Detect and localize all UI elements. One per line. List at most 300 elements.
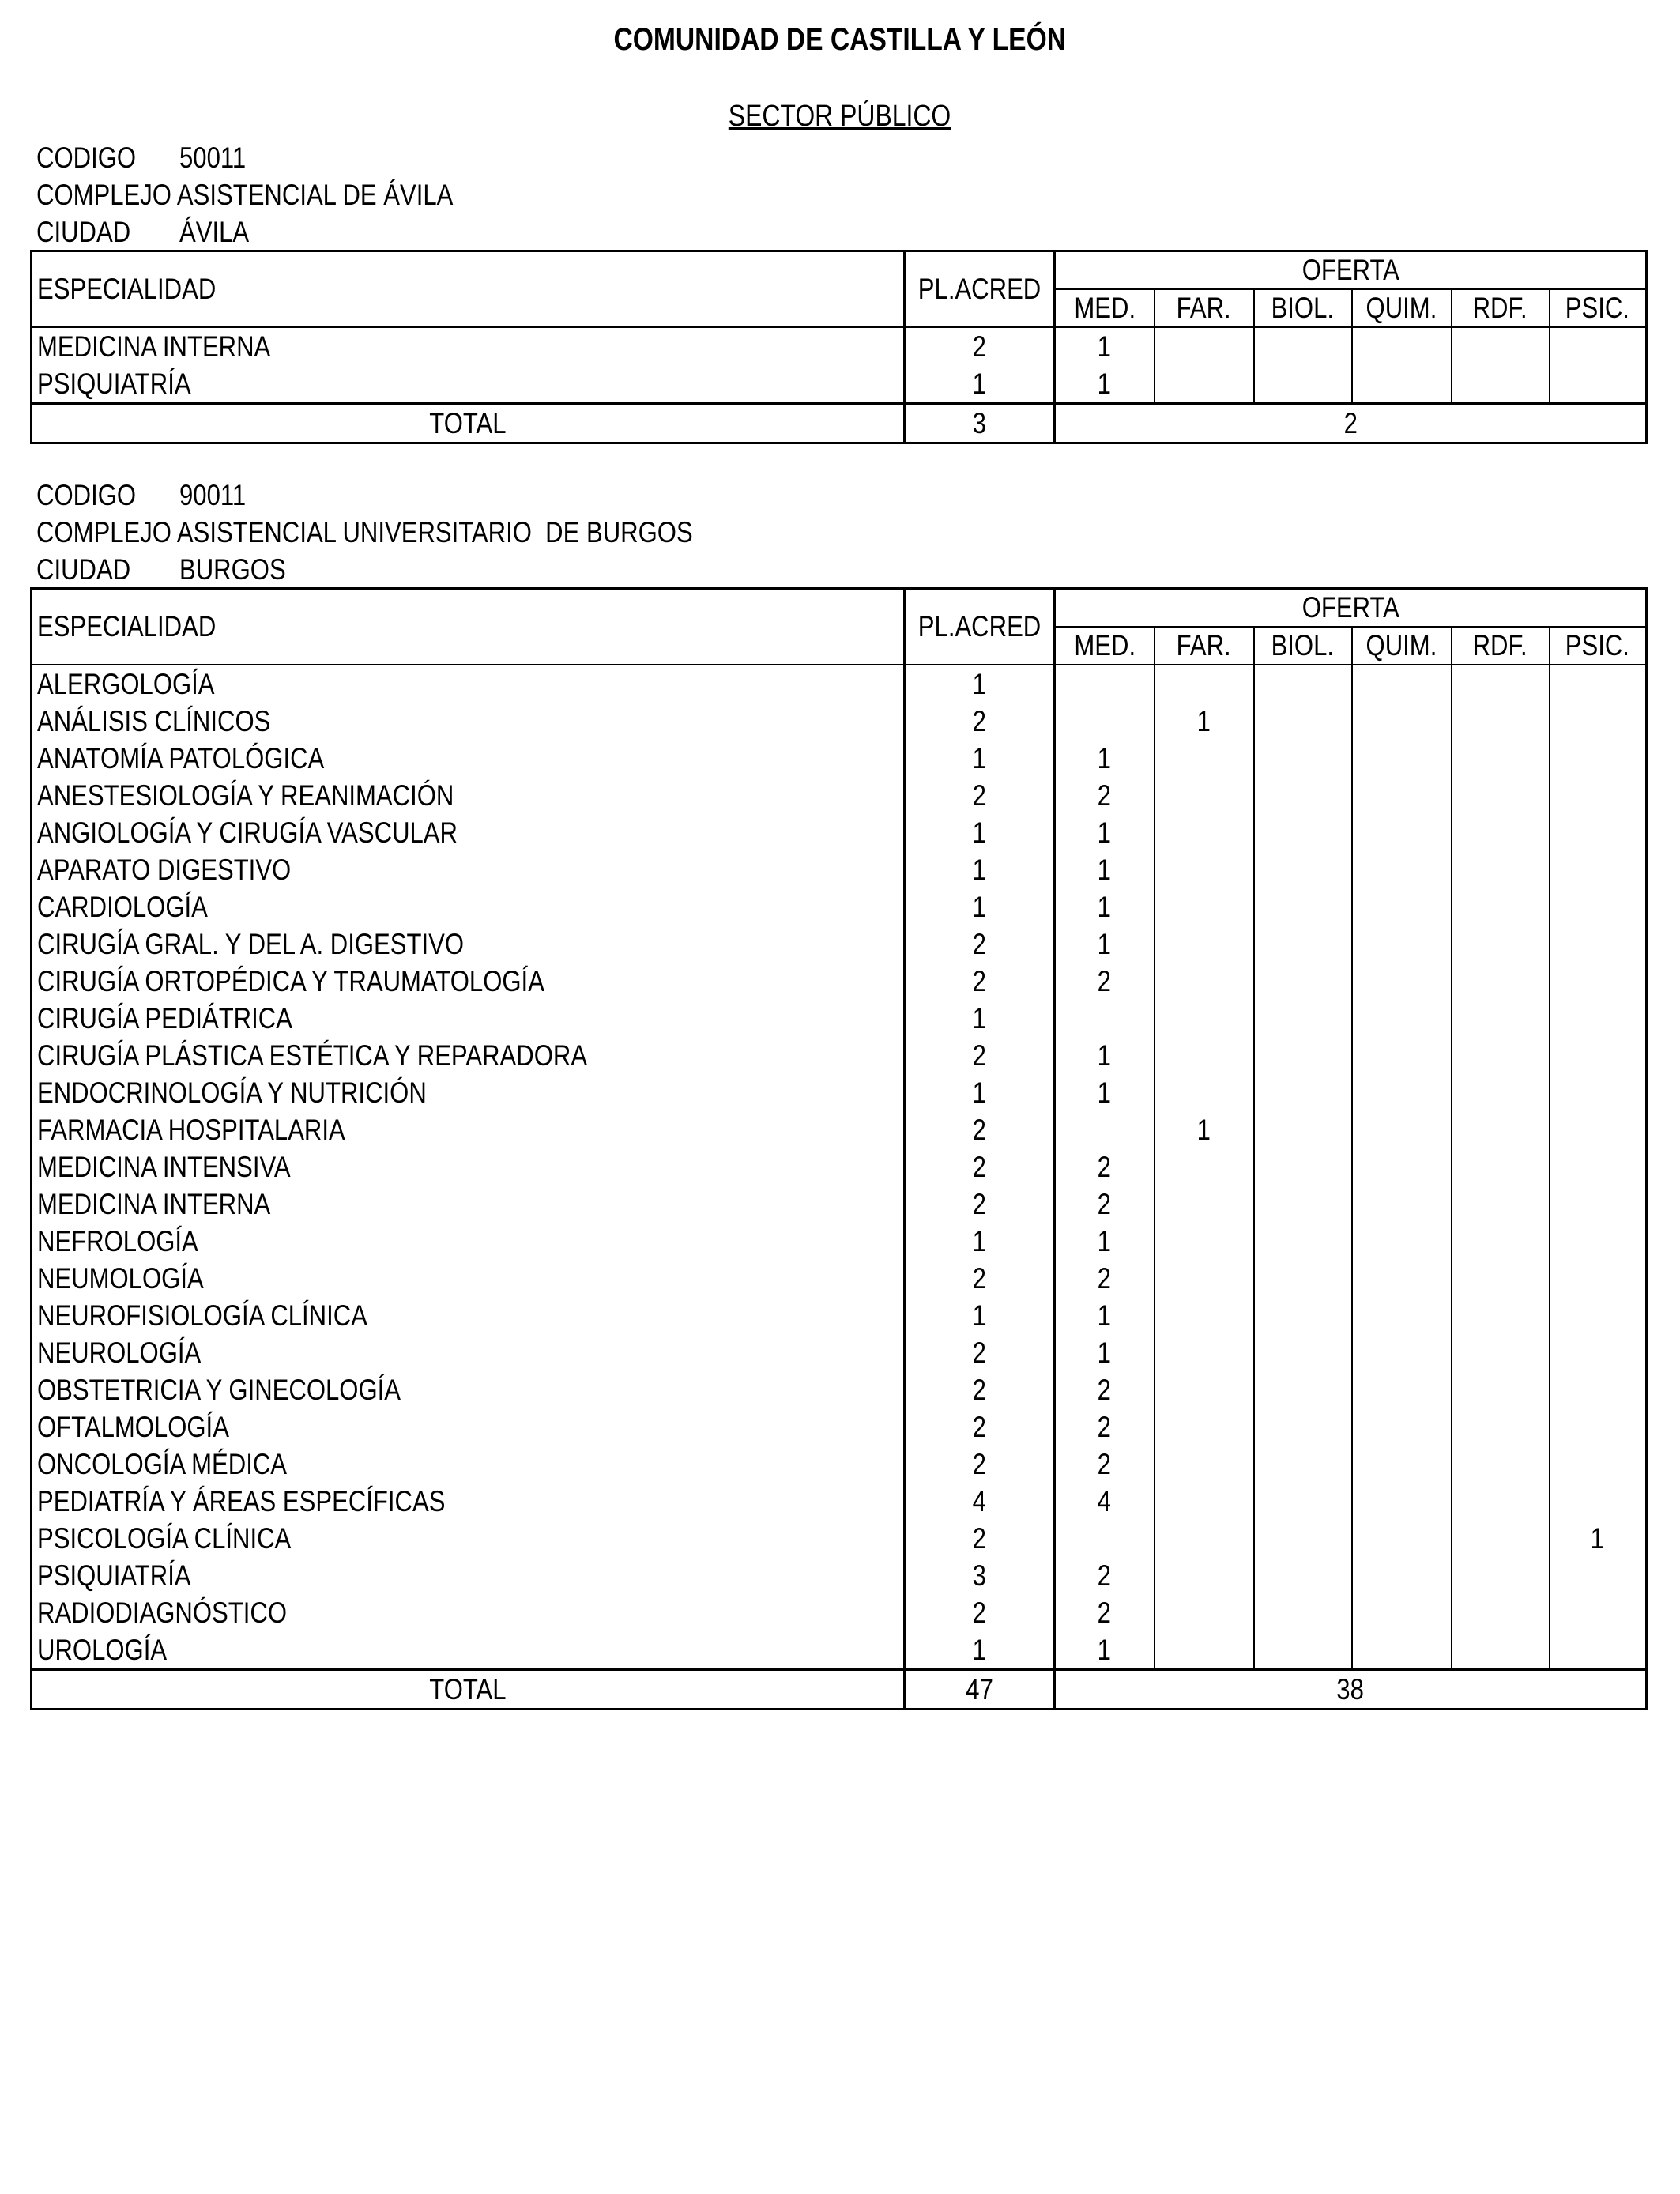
ciudad-label: CIUDAD [36,216,131,248]
cell-far [1155,851,1254,888]
cell-psic [1550,1631,1647,1670]
table-row [32,1148,1647,1186]
total-placred: 47 [905,1670,1055,1710]
cell-psic [1550,1037,1647,1074]
cell-far [1155,1000,1254,1037]
cell-quim [1352,1334,1452,1371]
cell-rdf [1452,1223,1550,1260]
center-name: COMPLEJO ASISTENCIAL UNIVERSITARIO DE BURGOS [36,516,693,548]
cell-quim [1352,1446,1452,1483]
table-row [32,1186,1647,1223]
cell-far [1155,1631,1254,1670]
table-row [32,1483,1647,1520]
cell-far [1155,814,1254,851]
cell-psic [1550,1148,1647,1186]
codigo-value: 90011 [179,479,247,511]
cell-rdf [1452,740,1550,777]
cell-biol [1254,1186,1352,1223]
table-row [32,888,1647,925]
ciudad-value: BURGOS [179,553,286,586]
cell-far [1155,327,1254,365]
table-row [32,1000,1647,1037]
cell-especialidad: CIRUGÍA ORTOPÉDICA Y TRAUMATOLOGÍA [32,963,905,1000]
cell-rdf [1452,1557,1550,1594]
cell-rdf [1452,888,1550,925]
table-row [32,963,1647,1000]
cell-placred: 2 [905,777,1055,814]
cell-med: 1 [1055,327,1155,365]
cell-quim [1352,1371,1452,1408]
cell-especialidad: ALERGOLOGÍA [32,665,905,703]
cell-rdf [1452,665,1550,703]
cell-biol [1254,1371,1352,1408]
cell-psic: 1 [1550,1520,1647,1557]
table-row [32,1334,1647,1371]
cell-psic [1550,327,1647,365]
table-row [32,1631,1647,1670]
cell-biol [1254,327,1352,365]
cell-med: 2 [1055,1148,1155,1186]
cell-placred: 1 [905,1074,1055,1111]
center-name-line [30,514,1650,551]
cell-rdf [1452,703,1550,740]
cell-placred: 1 [905,1297,1055,1334]
cell-especialidad: ENDOCRINOLOGÍA Y NUTRICIÓN [32,1074,905,1111]
cell-especialidad: ANGIOLOGÍA Y CIRUGÍA VASCULAR [32,814,905,851]
cell-psic [1550,1000,1647,1037]
codigo-label: CODIGO [36,479,137,511]
cell-med: 2 [1055,963,1155,1000]
cell-placred: 2 [905,925,1055,963]
cell-med: 2 [1055,1186,1155,1223]
cell-rdf [1452,814,1550,851]
header-especialidad: ESPECIALIDAD [32,251,905,328]
cell-rdf [1452,1483,1550,1520]
cell-placred: 1 [905,851,1055,888]
cell-rdf [1452,925,1550,963]
cell-especialidad: PSIQUIATRÍA [32,1557,905,1594]
cell-biol [1254,963,1352,1000]
cell-placred: 2 [905,327,1055,365]
table-row [32,1594,1647,1631]
cell-placred: 2 [905,963,1055,1000]
table-row [32,925,1647,963]
cell-psic [1550,1223,1647,1260]
cell-far [1155,1557,1254,1594]
cell-biol [1254,1631,1352,1670]
cell-quim [1352,1037,1452,1074]
cell-biol [1254,925,1352,963]
cell-biol [1254,703,1352,740]
cell-psic [1550,1483,1647,1520]
cell-especialidad: CIRUGÍA PEDIÁTRICA [32,1000,905,1037]
codigo-line [30,477,1650,514]
cell-med: 1 [1055,1037,1155,1074]
cell-psic [1550,1074,1647,1111]
cell-quim [1352,777,1452,814]
cell-placred: 1 [905,365,1055,404]
cell-especialidad: ONCOLOGÍA MÉDICA [32,1446,905,1483]
cell-far [1155,1186,1254,1223]
cell-rdf [1452,1334,1550,1371]
total-label: TOTAL [32,404,905,443]
cell-quim [1352,1111,1452,1148]
header-rdf: RDF. [1452,627,1550,665]
cell-biol [1254,814,1352,851]
center-info-burgos [30,477,1650,588]
header-med: MED. [1055,289,1155,327]
header-oferta: OFERTA [1055,589,1647,628]
total-row [32,1670,1647,1710]
cell-rdf [1452,1446,1550,1483]
cell-med: 2 [1055,777,1155,814]
total-row [32,404,1647,443]
cell-biol [1254,1446,1352,1483]
cell-quim [1352,925,1452,963]
header-med: MED. [1055,627,1155,665]
cell-biol [1254,1260,1352,1297]
cell-quim [1352,703,1452,740]
ciudad-value: ÁVILA [179,216,250,248]
cell-quim [1352,1594,1452,1631]
cell-especialidad: OFTALMOLOGÍA [32,1408,905,1446]
header-biol: BIOL. [1254,627,1352,665]
cell-especialidad: ANÁLISIS CLÍNICOS [32,703,905,740]
cell-quim [1352,327,1452,365]
specialty-table-avila [30,250,1648,444]
cell-rdf [1452,1074,1550,1111]
cell-med: 1 [1055,1631,1155,1670]
cell-placred: 1 [905,1000,1055,1037]
cell-psic [1550,1186,1647,1223]
cell-placred: 1 [905,888,1055,925]
cell-rdf [1452,777,1550,814]
cell-especialidad: MEDICINA INTERNA [32,1186,905,1223]
header-placred: PL.ACRED [905,251,1055,328]
cell-psic [1550,1446,1647,1483]
cell-rdf [1452,1520,1550,1557]
cell-especialidad: OBSTETRICIA Y GINECOLOGÍA [32,1371,905,1408]
cell-especialidad: ANESTESIOLOGÍA Y REANIMACIÓN [32,777,905,814]
cell-rdf [1452,1111,1550,1148]
cell-psic [1550,777,1647,814]
cell-rdf [1452,1594,1550,1631]
cell-quim [1352,1408,1452,1446]
cell-med: 2 [1055,1446,1155,1483]
table-row [32,1223,1647,1260]
header-placred: PL.ACRED [905,589,1055,665]
ciudad-line [30,551,1650,588]
cell-especialidad: MEDICINA INTENSIVA [32,1148,905,1186]
sector-heading-text: SECTOR PÚBLICO [729,100,951,133]
total-label: TOTAL [32,1670,905,1710]
cell-quim [1352,1483,1452,1520]
cell-rdf [1452,851,1550,888]
cell-biol [1254,365,1352,404]
cell-med [1055,703,1155,740]
cell-especialidad: PSIQUIATRÍA [32,365,905,404]
center-name-line [30,176,1650,213]
cell-rdf [1452,1631,1550,1670]
cell-med [1055,665,1155,703]
cell-rdf [1452,1000,1550,1037]
cell-rdf [1452,1408,1550,1446]
cell-rdf [1452,1260,1550,1297]
cell-med: 1 [1055,1223,1155,1260]
cell-placred: 2 [905,1111,1055,1148]
cell-psic [1550,1408,1647,1446]
cell-psic [1550,963,1647,1000]
cell-placred: 2 [905,1334,1055,1371]
cell-med: 1 [1055,365,1155,404]
header-oferta: OFERTA [1055,251,1647,290]
cell-quim [1352,1074,1452,1111]
cell-placred: 2 [905,1260,1055,1297]
cell-placred: 2 [905,1186,1055,1223]
cell-biol [1254,1037,1352,1074]
cell-psic [1550,703,1647,740]
cell-biol [1254,740,1352,777]
cell-far [1155,888,1254,925]
cell-psic [1550,740,1647,777]
cell-med [1055,1111,1155,1148]
cell-far: 1 [1155,703,1254,740]
cell-placred: 2 [905,1520,1055,1557]
cell-placred: 2 [905,1037,1055,1074]
total-placred: 3 [905,404,1055,443]
cell-biol [1254,888,1352,925]
cell-rdf [1452,1037,1550,1074]
cell-far [1155,1483,1254,1520]
cell-psic [1550,1557,1647,1594]
cell-far [1155,1037,1254,1074]
cell-med: 2 [1055,1594,1155,1631]
table-row [32,814,1647,851]
cell-far [1155,1260,1254,1297]
table-row [32,327,1647,365]
cell-biol [1254,1483,1352,1520]
cell-rdf [1452,1148,1550,1186]
cell-rdf [1452,963,1550,1000]
cell-especialidad: CARDIOLOGÍA [32,888,905,925]
cell-especialidad: APARATO DIGESTIVO [32,851,905,888]
cell-quim [1352,1297,1452,1334]
cell-far [1155,1408,1254,1446]
table-row [32,740,1647,777]
cell-far [1155,1520,1254,1557]
page-title-text: COMUNIDAD DE CASTILLA Y LEÓN [613,22,1067,57]
cell-psic [1550,851,1647,888]
cell-placred: 4 [905,1483,1055,1520]
cell-especialidad: RADIODIAGNÓSTICO [32,1594,905,1631]
table-body [32,665,1647,1670]
cell-psic [1550,925,1647,963]
center-name: COMPLEJO ASISTENCIAL DE ÁVILA [36,179,454,211]
codigo-label: CODIGO [36,141,137,174]
page-title [0,22,1680,58]
ciudad-label: CIUDAD [36,553,131,586]
cell-especialidad: PEDIATRÍA Y ÁREAS ESPECÍFICAS [32,1483,905,1520]
cell-especialidad: NEUMOLOGÍA [32,1260,905,1297]
cell-far: 1 [1155,1111,1254,1148]
cell-rdf [1452,1297,1550,1334]
header-quim: QUIM. [1352,627,1452,665]
table-row [32,365,1647,404]
table-row [32,851,1647,888]
cell-med: 1 [1055,1074,1155,1111]
cell-med: 1 [1055,1297,1155,1334]
table-row [32,1037,1647,1074]
header-rdf: RDF. [1452,289,1550,327]
table-row [32,1446,1647,1483]
cell-rdf [1452,365,1550,404]
header-especialidad: ESPECIALIDAD [32,589,905,665]
cell-placred: 1 [905,1223,1055,1260]
cell-far [1155,1148,1254,1186]
table-row [32,1297,1647,1334]
cell-placred: 2 [905,703,1055,740]
cell-biol [1254,851,1352,888]
total-oferta: 2 [1055,404,1647,443]
table-row [32,1520,1647,1557]
header-biol: BIOL. [1254,289,1352,327]
cell-rdf [1452,1371,1550,1408]
cell-med [1055,1000,1155,1037]
cell-far [1155,1446,1254,1483]
cell-placred: 1 [905,1631,1055,1670]
table-row [32,703,1647,740]
table-row [32,1074,1647,1111]
cell-especialidad: CIRUGÍA GRAL. Y DEL A. DIGESTIVO [32,925,905,963]
cell-far [1155,1334,1254,1371]
specialty-table-burgos [30,587,1648,1710]
cell-quim [1352,1000,1452,1037]
cell-med: 1 [1055,740,1155,777]
cell-far [1155,1074,1254,1111]
cell-far [1155,365,1254,404]
header-quim: QUIM. [1352,289,1452,327]
cell-biol [1254,1408,1352,1446]
cell-especialidad: UROLOGÍA [32,1631,905,1670]
cell-med: 2 [1055,1408,1155,1446]
cell-especialidad: NEUROLOGÍA [32,1334,905,1371]
table-row [32,1408,1647,1446]
total-oferta: 38 [1055,1670,1647,1710]
table-row [32,1371,1647,1408]
cell-placred: 1 [905,665,1055,703]
cell-med: 1 [1055,888,1155,925]
header-far: FAR. [1155,627,1254,665]
cell-quim [1352,1557,1452,1594]
cell-especialidad: NEUROFISIOLOGÍA CLÍNICA [32,1297,905,1334]
cell-med: 1 [1055,851,1155,888]
cell-far [1155,963,1254,1000]
cell-psic [1550,814,1647,851]
cell-placred: 2 [905,1408,1055,1446]
cell-placred: 2 [905,1446,1055,1483]
cell-psic [1550,1297,1647,1334]
cell-quim [1352,740,1452,777]
cell-especialidad: PSICOLOGÍA CLÍNICA [32,1520,905,1557]
table-row [32,1111,1647,1148]
cell-med [1055,1520,1155,1557]
cell-biol [1254,1557,1352,1594]
cell-quim [1352,1186,1452,1223]
cell-quim [1352,1631,1452,1670]
cell-quim [1352,1260,1452,1297]
cell-biol [1254,777,1352,814]
cell-biol [1254,1074,1352,1111]
header-far: FAR. [1155,289,1254,327]
cell-quim [1352,365,1452,404]
cell-med: 2 [1055,1371,1155,1408]
cell-quim [1352,851,1452,888]
cell-especialidad: MEDICINA INTERNA [32,327,905,365]
cell-med: 1 [1055,814,1155,851]
cell-especialidad: ANATOMÍA PATOLÓGICA [32,740,905,777]
table-row [32,665,1647,703]
cell-quim [1352,963,1452,1000]
header-psic: PSIC. [1550,289,1647,327]
cell-quim [1352,814,1452,851]
cell-biol [1254,1000,1352,1037]
cell-rdf [1452,1186,1550,1223]
cell-psic [1550,1371,1647,1408]
cell-far [1155,1223,1254,1260]
center-info-avila [30,139,1650,251]
cell-med: 1 [1055,925,1155,963]
cell-med: 2 [1055,1260,1155,1297]
cell-psic [1550,1334,1647,1371]
cell-med: 4 [1055,1483,1155,1520]
cell-placred: 2 [905,1371,1055,1408]
cell-psic [1550,888,1647,925]
cell-quim [1352,1520,1452,1557]
cell-placred: 3 [905,1557,1055,1594]
cell-placred: 1 [905,814,1055,851]
codigo-value: 50011 [179,141,247,174]
cell-far [1155,777,1254,814]
cell-biol [1254,1520,1352,1557]
cell-biol [1254,1223,1352,1260]
table-row [32,1557,1647,1594]
cell-quim [1352,665,1452,703]
codigo-line [30,139,1650,176]
cell-far [1155,1594,1254,1631]
cell-placred: 2 [905,1594,1055,1631]
cell-biol [1254,1334,1352,1371]
cell-especialidad: NEFROLOGÍA [32,1223,905,1260]
header-psic: PSIC. [1550,627,1647,665]
cell-psic [1550,1111,1647,1148]
ciudad-line [30,213,1650,251]
cell-far [1155,925,1254,963]
cell-far [1155,740,1254,777]
cell-psic [1550,1260,1647,1297]
table-row [32,777,1647,814]
cell-quim [1352,888,1452,925]
cell-biol [1254,1111,1352,1148]
sector-heading [0,100,1680,134]
cell-especialidad: CIRUGÍA PLÁSTICA ESTÉTICA Y REPARADORA [32,1037,905,1074]
cell-far [1155,665,1254,703]
cell-quim [1352,1223,1452,1260]
cell-rdf [1452,327,1550,365]
cell-far [1155,1297,1254,1334]
cell-psic [1550,1594,1647,1631]
table-body [32,327,1647,404]
cell-placred: 2 [905,1148,1055,1186]
